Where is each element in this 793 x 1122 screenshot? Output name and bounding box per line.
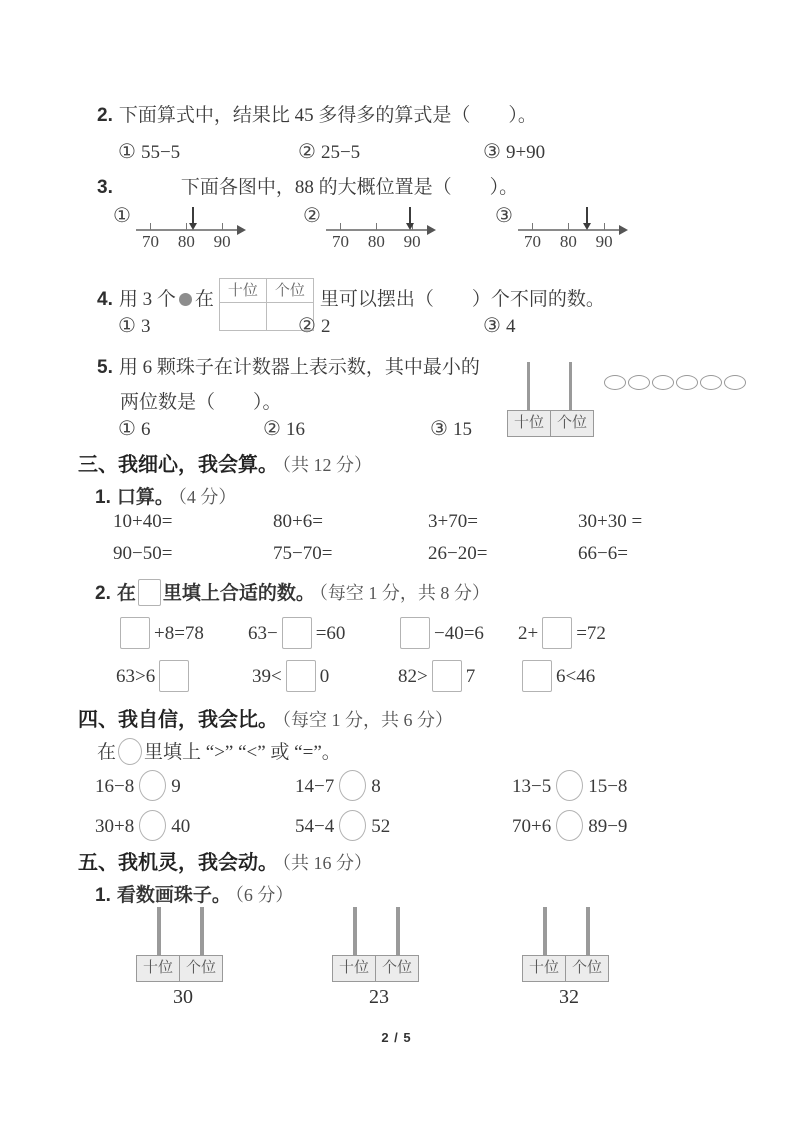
counter-label-tens: 十位 bbox=[136, 955, 180, 982]
oral-calc-item: 66−6= bbox=[578, 543, 628, 564]
compare-item: 30+8 40 bbox=[95, 810, 190, 841]
bead-icon bbox=[676, 375, 698, 390]
counter-base bbox=[508, 410, 594, 437]
compare-item: 54−4 52 bbox=[295, 810, 390, 841]
option-text: 15 bbox=[452, 419, 472, 440]
number-line-3 bbox=[495, 203, 630, 253]
sub-question-number: 1. bbox=[95, 885, 111, 906]
instruction-text: 在 bbox=[97, 742, 117, 763]
bead-group bbox=[603, 374, 677, 393]
option-marker: ① bbox=[113, 203, 131, 227]
down-arrow-icon bbox=[409, 207, 411, 224]
question-2-option-1 bbox=[118, 139, 180, 164]
sub-question-number: 2. bbox=[95, 583, 111, 604]
tick bbox=[532, 223, 533, 230]
table-header-tens: 十位 bbox=[219, 278, 267, 305]
tick bbox=[222, 223, 223, 230]
table-empty-cell[interactable] bbox=[219, 302, 267, 331]
compare-circle[interactable] bbox=[556, 770, 583, 801]
question-5-text: 两位数是（ ）。 bbox=[120, 392, 282, 413]
sub-question-score: （4 分） bbox=[177, 487, 237, 507]
compare-item: 13−5 15−8 bbox=[512, 770, 627, 801]
counter-label-tens: 十位 bbox=[522, 955, 566, 982]
fill-blank-item: 39< 0 bbox=[252, 660, 329, 692]
compare-circle[interactable] bbox=[139, 770, 166, 801]
oral-calc-item: 30+30 = bbox=[578, 511, 643, 532]
section-4-heading bbox=[78, 703, 453, 732]
oral-calc-item: 3+70= bbox=[428, 511, 478, 532]
option-marker: ① bbox=[118, 313, 136, 337]
question-2 bbox=[97, 100, 537, 127]
compare-circle[interactable] bbox=[339, 770, 366, 801]
section-3-title: 三、我细心，我会算。 bbox=[78, 454, 278, 476]
page-indicator: 2 / 5 bbox=[381, 1030, 412, 1045]
sub-question-title: 里填上合适的数。 bbox=[162, 583, 315, 604]
option-marker: ② bbox=[263, 416, 281, 440]
tick-label: 90 bbox=[403, 232, 421, 251]
counter-rod[interactable] bbox=[586, 907, 590, 955]
counter-label-tens: 十位 bbox=[507, 410, 551, 437]
option-text: 6 bbox=[140, 419, 151, 440]
compare-circle bbox=[118, 738, 142, 765]
tick bbox=[568, 223, 569, 230]
sub-question-number: 1. bbox=[95, 487, 111, 508]
oral-calc-item: 75−70= bbox=[273, 543, 333, 564]
number-line-2 bbox=[303, 203, 438, 253]
down-arrow-icon bbox=[192, 207, 194, 224]
bead-icon bbox=[604, 375, 626, 390]
compare-circle[interactable] bbox=[139, 810, 166, 841]
bead-icon bbox=[700, 375, 722, 390]
counter-rod bbox=[569, 362, 572, 412]
question-4-number: 4. bbox=[97, 289, 113, 310]
question-4-option-1 bbox=[118, 313, 150, 338]
tick bbox=[376, 223, 377, 230]
tick bbox=[150, 223, 151, 230]
option-text: 4 bbox=[505, 316, 516, 337]
tick-label: 70 bbox=[331, 232, 349, 251]
section-5-heading bbox=[78, 846, 372, 875]
section-5-score: （共 16 分） bbox=[282, 853, 372, 873]
option-marker: ② bbox=[298, 139, 316, 163]
option-text: 16 bbox=[285, 419, 305, 440]
number-line-1 bbox=[113, 203, 248, 253]
number-line-axis bbox=[326, 205, 438, 253]
table-header-ones: 个位 bbox=[266, 278, 314, 305]
counter-label-ones: 个位 bbox=[375, 955, 419, 982]
option-marker: ① bbox=[118, 139, 136, 163]
option-marker: ③ bbox=[430, 416, 448, 440]
counter-base bbox=[333, 955, 419, 982]
fill-blank-item: 82> 7 bbox=[398, 660, 475, 692]
fill-blank-item: −40=6 bbox=[396, 617, 484, 649]
compare-circle[interactable] bbox=[556, 810, 583, 841]
tick-label: 90 bbox=[213, 232, 231, 251]
oral-calc-item: 80+6= bbox=[273, 511, 323, 532]
counter-label-ones: 个位 bbox=[179, 955, 223, 982]
down-arrow-icon bbox=[586, 207, 588, 224]
fill-blank-item: +8=78 bbox=[116, 617, 204, 649]
counter-label-tens: 十位 bbox=[332, 955, 376, 982]
tick bbox=[340, 223, 341, 230]
option-marker: ② bbox=[298, 313, 316, 337]
section-5-sub1-heading bbox=[95, 880, 293, 907]
counter-rod[interactable] bbox=[157, 907, 161, 955]
answer-box[interactable] bbox=[400, 617, 430, 649]
option-text: 9+90 bbox=[505, 142, 546, 163]
bead-icon bbox=[724, 375, 746, 390]
question-3-number: 3. bbox=[97, 177, 113, 198]
fill-blank-item: 2+ =72 bbox=[518, 617, 606, 649]
section-3-score: （共 12 分） bbox=[282, 455, 372, 475]
answer-box[interactable] bbox=[282, 617, 312, 649]
option-marker: ③ bbox=[483, 139, 501, 163]
counter-value: 23 bbox=[369, 986, 389, 1008]
question-4-text-before: 用 3 个 bbox=[118, 289, 176, 310]
counter-value: 30 bbox=[173, 986, 193, 1008]
tick-label: 80 bbox=[367, 232, 385, 251]
option-marker: ③ bbox=[483, 313, 501, 337]
question-5-option-2 bbox=[263, 416, 305, 441]
option-text: 55−5 bbox=[140, 142, 181, 163]
counter-label-ones: 个位 bbox=[565, 955, 609, 982]
number-line-axis bbox=[136, 205, 248, 253]
counter-base bbox=[523, 955, 609, 982]
option-text: 3 bbox=[140, 316, 151, 337]
sub-question-score: （6 分） bbox=[234, 885, 294, 905]
tick-label: 80 bbox=[177, 232, 195, 251]
section-4-score: （每空 1 分，共 6 分） bbox=[282, 710, 453, 730]
number-line-axis bbox=[518, 205, 630, 253]
tick bbox=[604, 223, 605, 230]
section-4-instruction bbox=[97, 737, 341, 765]
counter-base bbox=[137, 955, 223, 982]
sub-question-score: （每空 1 分，共 8 分） bbox=[318, 583, 490, 603]
instruction-text: 里填上 “>” “<” 或 “=”。 bbox=[144, 742, 341, 763]
counter-rod[interactable] bbox=[396, 907, 400, 955]
fill-blank-item: 6<46 bbox=[518, 660, 595, 692]
option-marker: ② bbox=[303, 203, 321, 227]
answer-box[interactable] bbox=[159, 660, 189, 692]
answer-box[interactable] bbox=[432, 660, 462, 692]
counter-dot-icon bbox=[179, 293, 192, 306]
tick-label: 70 bbox=[523, 232, 541, 251]
option-text: 25−5 bbox=[320, 142, 361, 163]
question-4-text-after: 里可以摆出（ ）个不同的数。 bbox=[319, 289, 605, 310]
question-2-option-3 bbox=[483, 139, 545, 164]
question-5-line2 bbox=[120, 387, 282, 414]
option-text: 2 bbox=[320, 316, 331, 337]
answer-box bbox=[138, 579, 161, 606]
question-5-line1 bbox=[97, 352, 480, 379]
counter-rod[interactable] bbox=[543, 907, 547, 955]
question-4-option-3 bbox=[483, 313, 515, 338]
section-4-title: 四、我自信，我会比。 bbox=[78, 709, 278, 731]
compare-item: 14−7 8 bbox=[295, 770, 381, 801]
sub-question-title: 看数画珠子。 bbox=[116, 885, 231, 906]
tick-label: 80 bbox=[559, 232, 577, 251]
question-4-text-connector: 在 bbox=[194, 289, 214, 310]
option-marker: ③ bbox=[495, 203, 513, 227]
question-3-text: 下面各图中，88 的大概位置是（ ）。 bbox=[180, 177, 519, 198]
oral-calc-item: 90−50= bbox=[113, 543, 173, 564]
counter-rod[interactable] bbox=[200, 907, 204, 955]
answer-box[interactable] bbox=[120, 617, 150, 649]
oral-calc-item: 26−20= bbox=[428, 543, 488, 564]
option-marker: ① bbox=[118, 416, 136, 440]
section-5-title: 五、我机灵，我会动。 bbox=[78, 852, 278, 874]
tick-label: 70 bbox=[141, 232, 159, 251]
compare-circle[interactable] bbox=[339, 810, 366, 841]
question-5-option-1 bbox=[118, 416, 150, 441]
fill-blank-item: 63>6 bbox=[116, 660, 193, 692]
answer-box[interactable] bbox=[286, 660, 316, 692]
question-2-number: 2. bbox=[97, 105, 113, 126]
oral-calc-item: 10+40= bbox=[113, 511, 173, 532]
bead-icon bbox=[628, 375, 650, 390]
question-5-text: 用 6 颗珠子在计数器上表示数，其中最小的 bbox=[118, 357, 480, 378]
sub-question-title: 在 bbox=[116, 583, 136, 604]
compare-item: 70+6 89−9 bbox=[512, 810, 627, 841]
compare-item: 16−8 9 bbox=[95, 770, 181, 801]
section-3-sub1-heading bbox=[95, 482, 236, 509]
question-5-option-3 bbox=[430, 416, 472, 441]
answer-box[interactable] bbox=[522, 660, 552, 692]
counter-label-ones: 个位 bbox=[550, 410, 594, 437]
section-3-sub2-heading bbox=[95, 578, 490, 606]
question-3 bbox=[97, 172, 518, 199]
section-3-heading bbox=[78, 448, 372, 477]
sub-question-title: 口算。 bbox=[116, 487, 174, 508]
question-4 bbox=[97, 278, 605, 328]
bead-icon bbox=[652, 375, 674, 390]
counter-rod bbox=[527, 362, 530, 412]
question-5-number: 5. bbox=[97, 357, 113, 378]
fill-blank-item: 63− =60 bbox=[248, 617, 345, 649]
question-2-option-2 bbox=[298, 139, 360, 164]
answer-box[interactable] bbox=[542, 617, 572, 649]
question-2-text: 下面算式中，结果比 45 多得多的算式是（ ）。 bbox=[118, 105, 537, 126]
tick-label: 90 bbox=[595, 232, 613, 251]
counter-rod[interactable] bbox=[353, 907, 357, 955]
counter-value: 32 bbox=[559, 986, 579, 1008]
question-4-option-2 bbox=[298, 313, 330, 338]
tick bbox=[186, 223, 187, 230]
